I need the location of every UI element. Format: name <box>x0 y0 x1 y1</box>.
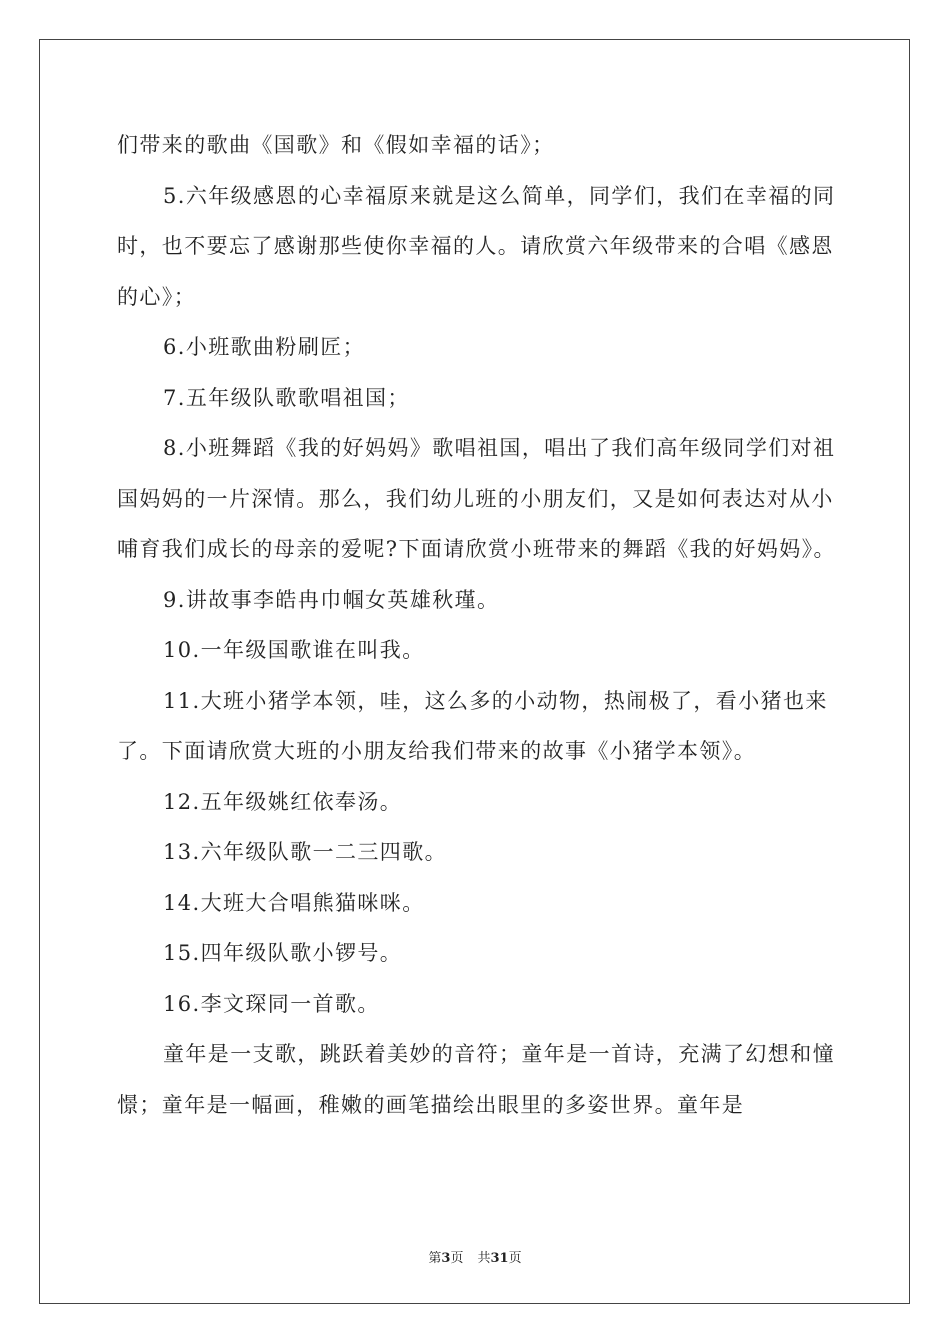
footer-page-number: 3 <box>441 1251 451 1266</box>
footer-total-prefix: 共 <box>477 1251 491 1266</box>
paragraph: 11.大班小猪学本领，哇，这么多的小动物，热闹极了，看小猪也来了。下面请欣赏大班的小朋友给我们带来的故事《小猪学本领》。 <box>117 688 828 763</box>
paragraph: 12.五年级姚红依奉汤。 <box>163 789 403 814</box>
paragraph: 14.大班大合唱熊猫咪咪。 <box>163 890 425 915</box>
footer-page-prefix: 第 <box>428 1251 442 1266</box>
paragraph: 7.五年级队歌歌唱祖国； <box>163 385 410 410</box>
paragraph: 童年是一支歌，跳跃着美妙的音符；童年是一首诗，充满了幻想和憧憬；童年是一幅画，稚嫩的画笔描绘出眼里的多姿世界。童年是 <box>117 1042 835 1117</box>
footer-total-suffix: 页 <box>508 1251 522 1266</box>
paragraph: 10.一年级国歌谁在叫我。 <box>163 638 425 662</box>
footer-total-number: 31 <box>490 1251 509 1266</box>
paragraph: 13.六年级队歌一二三四歌。 <box>163 840 447 864</box>
paragraph: 16.李文琛同一首歌。 <box>163 991 380 1016</box>
paragraph: 6.小班歌曲粉刷匠； <box>163 335 366 359</box>
paragraph: 15.四年级队歌小锣号。 <box>163 941 403 965</box>
footer-page-suffix: 页 <box>450 1251 464 1266</box>
document-body <box>117 120 839 1130</box>
paragraph: 8.小班舞蹈《我的好妈妈》歌唱祖国，唱出了我们高年级同学们对祖国妈妈的一片深情。那么，我们幼儿班的小朋友们，又是如何表达对从小哺育我们成长的母亲的爱呢?下面请欣赏小班带来的舞蹈《我的好妈妈》。 <box>117 436 836 561</box>
paragraph: 们带来的歌曲《国歌》和《假如幸福的话》； <box>117 133 555 157</box>
paragraph: 5.六年级感恩的心幸福原来就是这么简单，同学们，我们在幸福的同时，也不要忘了感谢那些使你幸福的人。请欣赏六年级带来的合唱《感恩的心》； <box>117 183 836 309</box>
paragraph: 9.讲故事李皓冉巾帼女英雄秋瑾。 <box>163 587 500 612</box>
page-footer <box>0 1247 950 1266</box>
